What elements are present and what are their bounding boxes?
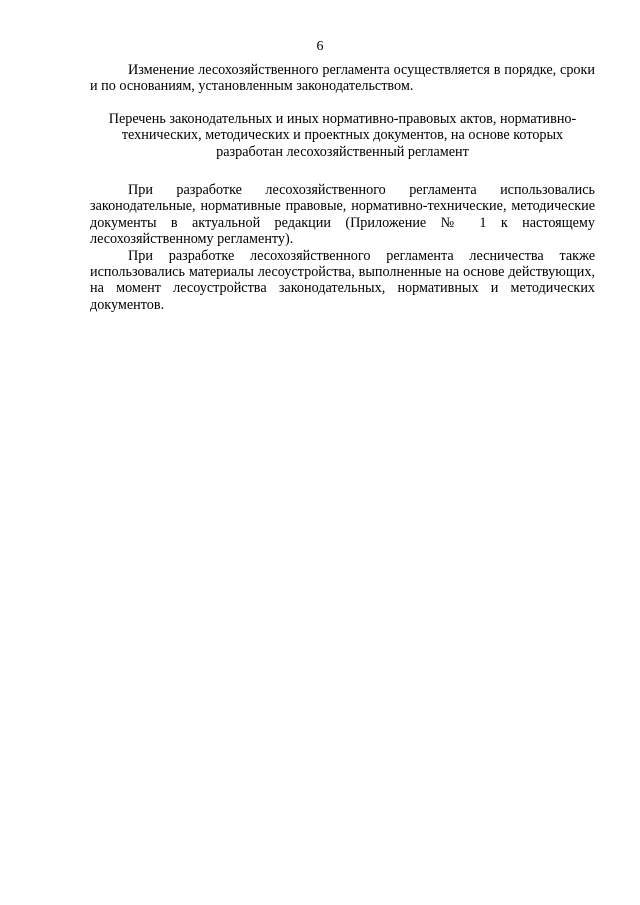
paragraph-documents-used: При разработке лесохозяйственного регламента использовались законодательные, нормативные правовые, нормативно-технические, методические документы в актуальной редакции (Приложение № 1 к настоящему лесохозяйственному регламенту). <box>90 182 595 248</box>
paragraph-forest-inventory: При разработке лесохозяйственного регламента лесничества также использовались материалы лесоустройства, выполненные на основе действующих, на момент лесоустройства законодательных, нормативных и методических документов. <box>90 247 595 313</box>
page-content <box>90 62 595 313</box>
section-heading-line-2: технических, методических и проектных документов, на основе которых <box>121 127 564 144</box>
page-number: 6 <box>316 39 324 54</box>
section-heading <box>90 111 595 160</box>
section-heading-line-3: разработан лесохозяйственный регламент <box>216 143 469 160</box>
section-heading-line-1: Перечень законодательных и иных нормативно-правовых актов, нормативно- <box>108 110 577 127</box>
paragraph-amendment: Изменение лесохозяйственного регламента осуществляется в порядке, сроки и по основаниям, установленным законодательством. <box>90 62 595 95</box>
